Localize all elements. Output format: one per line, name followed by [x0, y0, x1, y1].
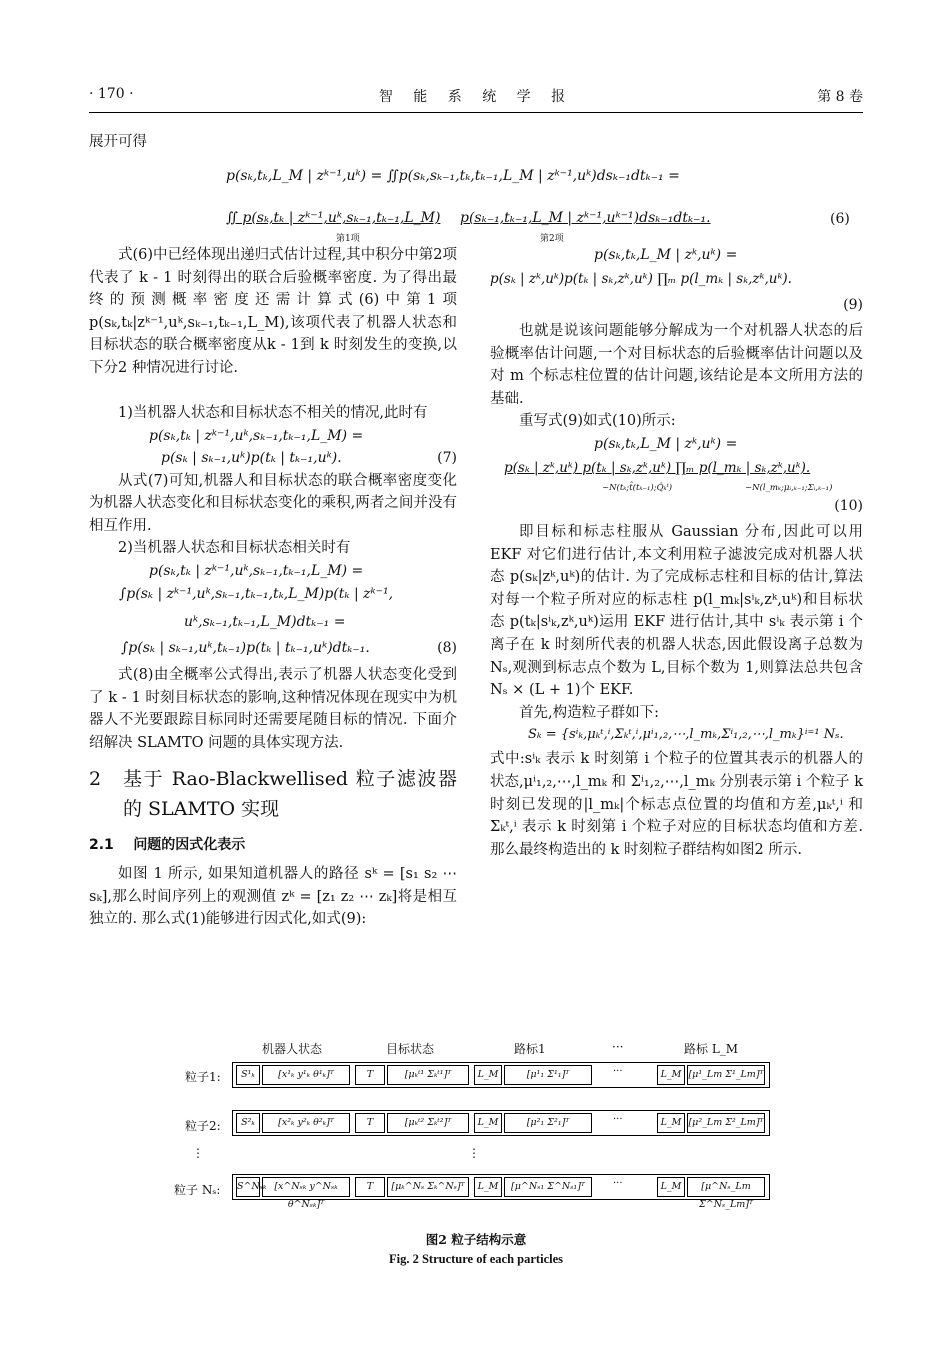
running-header: [89, 86, 863, 110]
eq9-number: (9): [843, 297, 863, 313]
left-paragraph-1: 式(6)中已经体现出递归式估计过程,其中积分中第2项代表了 k - 1 时刻得出的联合后验概率密度. 为了得出最终的预测概率密度还需计算式(6)中第1项 p(sₖ,tₖ|zᵏ⁻¹,uᵏ,sₖ₋₁,tₖ₋₁,L_M),该项代表了机器人状态和目标状态的联合概率密度从k - 1到 k 时刻发生的变换,以下分2 种情况进行讨论.: [89, 247, 457, 376]
vertical-ellipsis-middle: ⋮: [468, 1146, 480, 1160]
cell-target-t: T: [355, 1065, 385, 1085]
cell-ellipsis: ···: [613, 1114, 623, 1125]
eq8-line3: uᵏ,sₖ₋₁,tₖ₋₁,L_M)dtₖ₋₁ =: [184, 613, 346, 630]
particle-1-label: 粒子1:: [185, 1070, 221, 1084]
section-title: 基于 Rao-Blackwellised 粒子滤波器的 SLAMTO 实现: [123, 768, 457, 821]
eq10-underbrace-2: ~N(l_mₖ;μᵢ,ₖ₋₁;Σᵢ,ₖ₋₁): [745, 482, 833, 493]
eq10-line2: p(sₖ | zᵏ,uᵏ) p(tₖ | sₖ,zᵏ,uᵏ) ∏ₘ p(l_mₖ | sₖ,zᵏ,uᵏ).: [504, 459, 811, 476]
fig-header-landmark-1: 路标1: [514, 1042, 546, 1056]
cell-landmark-gauss: [μ^Nₛ₁ Σ^Nₛ₁]ᵀ: [504, 1177, 592, 1197]
figure-caption-cn: 图2 粒子结构示意: [425, 1232, 527, 1247]
eq9-line1: p(sₖ,tₖ,L_M | zᵏ,uᵏ) =: [594, 247, 738, 263]
cell-robot-s: S²ₖ: [236, 1113, 260, 1133]
eq7-line1: p(sₖ,tₖ | zᵏ⁻¹,uᵏ,sₖ₋₁,tₖ₋₁,L_M) =: [149, 427, 364, 444]
particle-ns-row: [232, 1174, 770, 1210]
subsection-number: 2.1: [89, 837, 114, 854]
page-number: · 170 ·: [89, 86, 134, 102]
fig-header-ellipsis: ···: [612, 1040, 624, 1054]
cell-target-gauss: [μₖᵗ¹ Σₖᵗ¹]ᵀ: [387, 1065, 469, 1085]
particle-2-row: [232, 1110, 770, 1136]
eq6-number: (6): [830, 211, 850, 227]
eq6-term2: p(sₖ₋₁,tₖ₋₁,L_M | zᵏ⁻¹,uᵏ⁻¹)dsₖ₋₁dtₖ₋₁.: [460, 210, 711, 226]
particle-2-label: 粒子2:: [185, 1119, 221, 1133]
cell-robot-pose: [x¹ₖ y¹ₖ θ¹ₖ]ᵀ: [262, 1065, 350, 1085]
right-column: [490, 244, 863, 861]
section-2-heading: [89, 764, 457, 824]
cell-landmark-lm: L_M: [657, 1113, 685, 1133]
fig-header-target-state: 目标状态: [386, 1042, 435, 1056]
cell-robot-s: S^Nₛₖ: [236, 1177, 260, 1197]
cell-landmark-lm: L_M: [657, 1177, 685, 1197]
eq7-line2: p(sₖ | sₖ₋₁,uᵏ)p(tₖ | tₖ₋₁,uᵏ).: [161, 449, 342, 466]
vertical-ellipsis-label: ⋮: [192, 1146, 204, 1160]
eq6-line1: p(sₖ,tₖ,L_M | zᵏ⁻¹,uᵏ) = ∬p(sₖ,sₖ₋₁,tₖ,tₖ₋₁,L_M | zᵏ⁻¹,uᵏ)dsₖ₋₁dtₖ₋₁ =: [226, 168, 680, 184]
fig-header-landmark-lm: 路标 L_M: [684, 1042, 739, 1056]
eq10-underbrace-1: ~N(tₖ;t̂(tₖ₋₁);Q̂ₖᵗ): [602, 482, 673, 493]
cell-target-t: T: [355, 1177, 385, 1197]
cell-robot-s: S¹ₖ: [236, 1065, 260, 1085]
particle-ns-label: 粒子 Nₛ:: [174, 1183, 221, 1197]
left-column: [89, 244, 457, 931]
right-paragraph-4: 首先,构造粒子群如下:: [519, 704, 659, 721]
cell-robot-pose: [x^Nₛₖ y^Nₛₖ θ^Nₛₖ]ᵀ: [262, 1177, 350, 1197]
left-paragraph-6: 如图 1 所示, 如果知道机器人的路径 sᵏ = [s₁ s₂ ⋯ sₖ],那么时间序列上的观测值 zᵏ = [z₁ z₂ ⋯ zₖ]将是相互独立的. 那么式(1)能够进行因式化,如式(9):: [89, 865, 457, 928]
cell-landmark-lm: L_M: [657, 1065, 685, 1085]
eq10-number: (10): [834, 497, 863, 514]
eq8-row: [89, 637, 457, 664]
volume-label: 第 8 卷: [817, 89, 863, 105]
eq7-number: (7): [437, 449, 457, 466]
cell-ellipsis: ···: [613, 1066, 623, 1077]
right-paragraph-3: 即目标和标志柱服从 Gaussian 分布,因此可以用 EKF 对它们进行估计,本文利用粒子滤波完成对机器人状态 p(sₖ|zᵏ,uᵏ)的估计. 为了完成标志柱和目标的估计,算法对每一个粒子所对应的标志柱 p(l_mₖ|sⁱₖ,zᵏ,uᵏ)和目标状态 p(tₖ|sⁱₖ,zᵏ,uᵏ)运用 EKF 进行估计,其中 sⁱₖ 表示第 i 个离子在 k 时刻所代表的机器人状态,因此假设离子总数为 Nₛ,观测到标志点个数为 L,目标个数为 1,则算法总共包含 Nₛ × (L + 1)个 EKF.: [490, 523, 863, 699]
right-paragraph-1: 也就是说该问题能够分解成为一个对机器人状态的后验概率估计问题,一个对目标状态的后验概率估计问题以及对 m 个标志柱位置的估计问题,该结论是本文所用方法的基础.: [490, 323, 863, 407]
cell-landmark-l: L_M: [474, 1065, 502, 1085]
eq6-term1: ∬ p(sₖ,tₖ | zᵏ⁻¹,uᵏ,sₖ₋₁,tₖ₋₁,L_M): [226, 210, 441, 226]
eq8-number: (8): [437, 639, 457, 656]
left-paragraph-5: 式(8)由全概率公式得出,表示了机器人状态变化受到了 k - 1 时刻目标状态的影响,这种情况体现在现实中为机器人不光要跟踪目标同时还需要尾随目标的情况. 下面介绍解决 SLAMTO 问题的具体实现方法.: [89, 666, 457, 751]
cell-landmark-gauss: [μ²₁ Σ²₁]ᵀ: [504, 1113, 592, 1133]
cell-ellipsis: ···: [613, 1178, 623, 1189]
eq6-term2-label: 第2项: [540, 234, 564, 244]
header-rule: [89, 112, 863, 113]
cell-target-gauss: [μₖᵗ² Σₖᵗ²]ᵀ: [387, 1113, 469, 1133]
eq9-line2: p(sₖ | zᵏ,uᵏ)p(tₖ | sₖ,zᵏ,uᵏ) ∏ₘ p(l_mₖ | sₖ,zᵏ,uᵏ).: [490, 271, 792, 287]
fig-header-robot-state: 机器人状态: [262, 1042, 323, 1056]
eq10-line1: p(sₖ,tₖ,L_M | zᵏ,uᵏ) =: [594, 435, 738, 452]
cell-target-t: T: [355, 1113, 385, 1133]
left-paragraph-3: 从式(7)可知,机器人和目标状态的联合概率密度变化为机器人状态变化和目标状态变化的乘积,两者之间并没有相互作用.: [89, 472, 457, 534]
left-paragraph-4: 2)当机器人状态和目标状态相关时有: [118, 540, 351, 557]
right-paragraph-2: 重写式(9)如式(10)所示:: [519, 413, 676, 430]
eq10-underbraces: [490, 473, 863, 495]
section-number: 2: [89, 768, 102, 791]
subsection-title: 问题的因式化表示: [133, 837, 246, 854]
eq8-line2: ∫p(sₖ | zᵏ⁻¹,uᵏ,sₖ₋₁,tₖ₋₁,tₖ,L_M)p(tₖ | zᵏ⁻¹,: [119, 585, 394, 602]
journal-name: 智 能 系 统 学 报: [378, 89, 574, 105]
cell-robot-pose: [x²ₖ y²ₖ θ²ₖ]ᵀ: [262, 1113, 350, 1133]
eq6-term1-label: 第1项: [336, 234, 360, 244]
particle-1-row: [232, 1062, 770, 1088]
intro-text: 展开可得: [89, 134, 147, 150]
figure-caption-en: Fig. 2 Structure of each particles: [388, 1252, 564, 1266]
cell-landmark-lm-gauss: [μ²_Lm Σ²_Lm]ᵀ: [687, 1113, 765, 1133]
cell-landmark-lm-gauss: [μ¹_Lm Σ¹_Lm]ᵀ: [687, 1065, 765, 1085]
eq8-line1: p(sₖ,tₖ | zᵏ⁻¹,uᵏ,sₖ₋₁,tₖ₋₁,L_M) =: [149, 562, 364, 579]
cell-landmark-lm-gauss: [μ^Nₛ_Lm Σ^Nₛ_Lm]ᵀ: [687, 1177, 765, 1197]
cell-landmark-l: L_M: [474, 1177, 502, 1197]
subsection-2-1-heading: [89, 834, 457, 857]
eq11-particle-set: Sₖ = {sⁱₖ,μₖᵗ,ⁱ,Σₖᵗ,ⁱ,μⁱ₁,₂,⋯,l_mₖ,Σⁱ₁,₂,⋯,l_mₖ}ⁱ⁼¹ Nₛ.: [528, 727, 844, 743]
left-paragraph-2: 1)当机器人状态和目标状态不相关的情况,此时有: [118, 405, 428, 421]
cell-landmark-gauss: [μ¹₁ Σ¹₁]ᵀ: [504, 1065, 592, 1085]
right-paragraph-5: 式中:sⁱₖ 表示 k 时刻第 i 个粒子的位置其表示的机器人的状态,μⁱ₁,₂,⋯,l_mₖ 和 Σⁱ₁,₂,⋯,l_mₖ 分别表示第 i 个粒子 k 时刻已发现的|l_mₖ|个标志点位置的均值和方差,μₖᵗ,ⁱ 和 Σₖᵗ,ⁱ 表示 k 时刻第 i 个粒子对应的目标状态均值和方差. 那么最终构造出的 k 时刻粒子群结构如图2 所示.: [490, 751, 863, 858]
eq7-row: [89, 447, 457, 470]
cell-landmark-l: L_M: [474, 1113, 502, 1133]
cell-target-gauss: [μₖ^Nₛ Σₖ^Nₛ]ᵀ: [387, 1177, 469, 1197]
eq8-line4: ∫p(sₖ | sₖ₋₁,uᵏ,tₖ₋₁)p(tₖ | tₖ₋₁,uᵏ)dtₖ₋₁.: [121, 639, 370, 656]
